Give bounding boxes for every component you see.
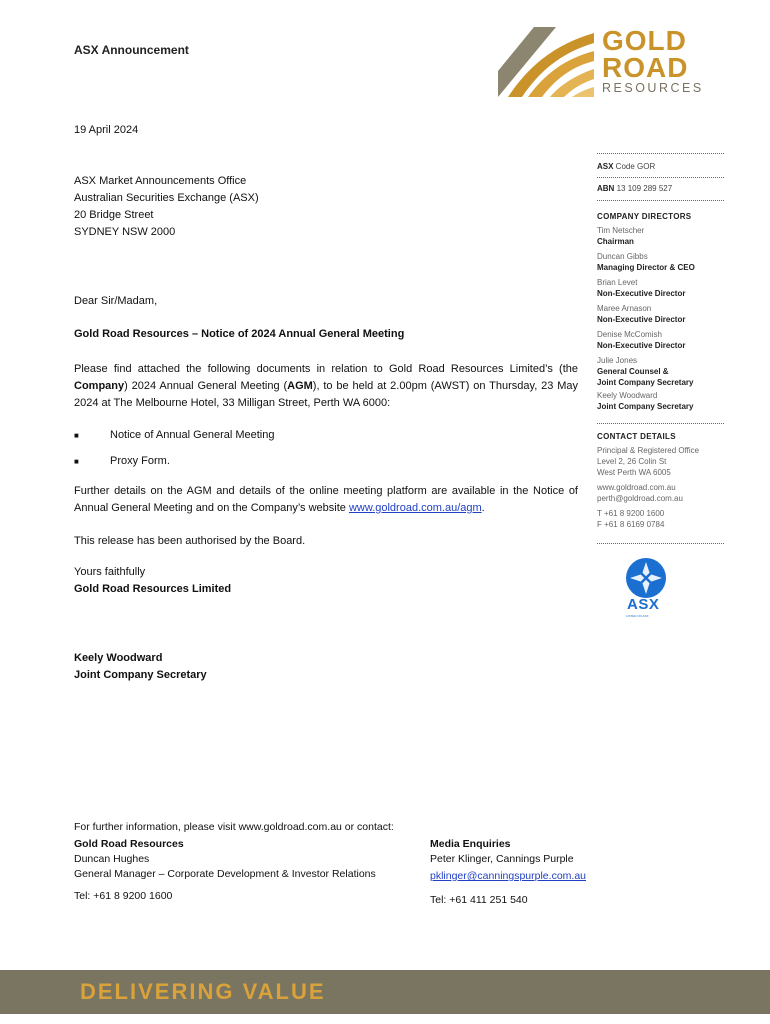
- address-line: 20 Bridge Street: [74, 209, 154, 221]
- logo-word-gold: GOLD: [602, 25, 687, 56]
- director-entry: Brian Levet Non-Executive Director: [597, 278, 686, 298]
- asx-logo-subtext: LISTED ON ASX: [626, 614, 649, 618]
- gold-road-logo: [498, 25, 718, 99]
- address-line: ASX Market Announcements Office: [74, 175, 247, 187]
- contact-media: Media Enquiries Peter Klinger, Cannings Purple pklinger@canningspurple.com.au Tel: +61 411 251 540: [430, 838, 586, 906]
- closing: Yours faithfully Gold Road Resources Limited: [74, 566, 232, 595]
- signature-block: Keely Woodward Joint Company Secretary: [74, 652, 207, 681]
- bullet-icon: ■: [74, 431, 79, 440]
- abn: ABN 13 109 289 527: [597, 184, 673, 193]
- letter-date: 19 April 2024: [74, 124, 139, 136]
- director-entry: Tim Netscher Chairman: [597, 226, 645, 246]
- media-email-link[interactable]: pklinger@canningspurple.com.au: [430, 870, 586, 882]
- contact-company: Gold Road Resources Duncan Hughes General Manager – Corporate Development & Investor Relations Tel: +61 8 9200 1600: [74, 838, 376, 902]
- director-entry: Maree Arnason Non-Executive Director: [597, 304, 686, 324]
- company-website[interactable]: www.goldroad.com.au: [597, 483, 676, 492]
- intro-paragraph: Please find attached the following documents in relation to Gold Road Resources Limited’s (the Company) 2024 Annual General Meeting (AGM), to be held at 2.00pm (AWST) on Thursday, 23 May 2024 at The Melbourne Hotel, 33 Milligan Street, Perth WA 6000:: [74, 363, 578, 409]
- letter-subject: Gold Road Resources – Notice of 2024 Annual General Meeting: [74, 328, 405, 340]
- asx-listed-logo: [623, 556, 669, 620]
- salutation: Dear Sir/Madam,: [74, 295, 158, 307]
- footer-banner: [0, 970, 770, 1014]
- director-entry: Keely Woodward Joint Company Secretary: [597, 391, 694, 411]
- address-line: SYDNEY NSW 2000: [74, 226, 176, 238]
- contact-details: CONTACT DETAILS Principal & Registered Office Level 2, 26 Colin St West Perth WA 6005 www.goldroad.com.au perth@goldroad.com.au T +61 8 9200 1600 F +61 8 6169 0784: [597, 432, 700, 529]
- director-entry: Duncan Gibbs Managing Director & CEO: [597, 252, 695, 272]
- details-paragraph: Further details on the AGM and details of the online meeting platform are available in the Notice of Annual General Meeting and on the Company’s website www.goldroad.com.au/agm.: [74, 485, 578, 514]
- divider: [597, 423, 724, 424]
- bullet-icon: ■: [74, 457, 79, 466]
- divider: [597, 177, 724, 178]
- company-directors: COMPANY DIRECTORS Tim Netscher Chairman Duncan Gibbs Managing Director & CEO Brian Levet Non-Executive Director Maree Arnason Non-Executive Director Denise McComish Non-Executive Director Julie Jones General Counsel & Joint Company Secretary Keely Woodward Joint Company Secretary: [597, 212, 695, 411]
- asx-logo-text: ASX: [627, 596, 660, 613]
- gold-road-stripes-icon: [498, 27, 594, 97]
- company-email[interactable]: perth@goldroad.com.au: [597, 494, 683, 503]
- footer-slogan: DELIVERING VALUE: [80, 979, 326, 1004]
- asx-star-icon: [623, 556, 669, 600]
- divider: [597, 200, 724, 201]
- director-entry: Denise McComish Non-Executive Director: [597, 330, 686, 350]
- logo-word-road: ROAD: [602, 52, 689, 83]
- divider: [597, 153, 724, 154]
- recipient-address: [74, 173, 259, 241]
- address-line: Australian Securities Exchange (ASX): [74, 192, 259, 204]
- logo-word-resources: RESOURCES: [602, 81, 704, 95]
- authorisation-statement: This release has been authorised by the Board.: [74, 535, 306, 547]
- asx-code: ASX Code GOR: [597, 162, 656, 171]
- contact-intro: For further information, please visit www.goldroad.com.au or contact:: [74, 821, 394, 833]
- agm-website-link[interactable]: www.goldroad.com.au/agm: [348, 502, 482, 514]
- announcement-type: ASX Announcement: [74, 43, 189, 57]
- divider: [597, 543, 724, 544]
- director-entry: Julie Jones General Counsel & Joint Company Secretary: [597, 356, 694, 387]
